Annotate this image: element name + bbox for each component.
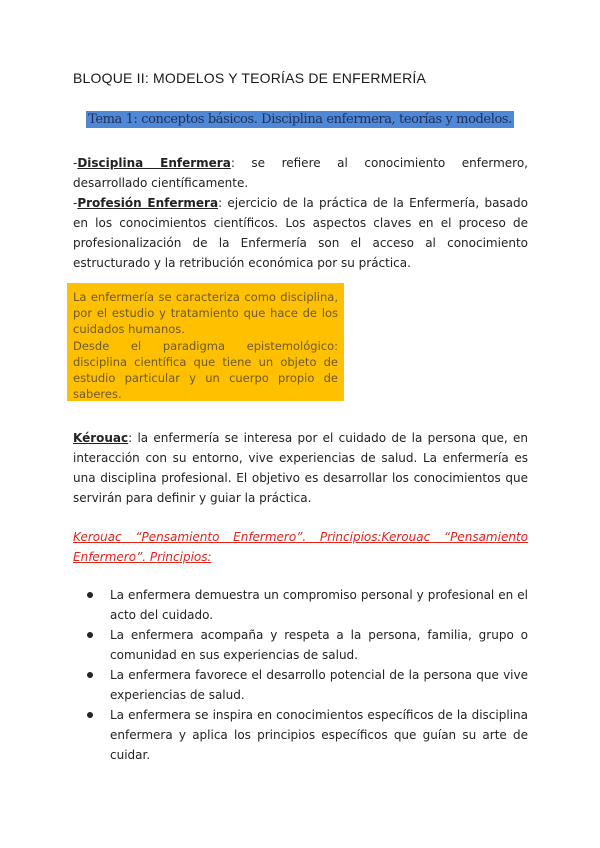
bullet-icon (87, 632, 93, 638)
kerouac-paragraph (73, 428, 528, 508)
definition-profesion (73, 193, 528, 273)
definition-prefix: - (73, 156, 78, 170)
definition-term: Profesión Enfermera (77, 196, 219, 210)
topic-title-wrap (0, 110, 600, 128)
list-item (73, 625, 528, 665)
definition-disciplina (73, 153, 528, 193)
list-item (73, 585, 528, 625)
definition-prefix: - (73, 196, 78, 210)
list-item-text: La enfermera favorece el desarrollo potencial de la persona que vive experiencias de salud. (110, 668, 528, 702)
bullet-icon (87, 592, 93, 598)
definition-text: : ejercicio de la práctica de la Enfermería, basado en los conocimientos científicos. Los aspectos claves en el proceso de profesionalización de la Enfermería son el acceso al conocimiento estructurado y la retribución económica por su práctica. (73, 196, 528, 270)
definition-term: Disciplina Enfermera (77, 156, 231, 170)
page-title: BLOQUE II: MODELOS Y TEORÍAS DE ENFERMERÍA (73, 70, 427, 86)
bullet-icon (87, 672, 93, 678)
list-item-text: La enfermera demuestra un compromiso personal y profesional en el acto del cuidado. (110, 588, 528, 622)
kerouac-term: Kérouac (73, 431, 129, 445)
kerouac-text: : la enfermería se interesa por el cuidado de la persona que, en interacción con su entorno, vive experiencias de salud. La enfermería es una disciplina profesional. El objetivo es desarrollar los conocimientos que servirán para definir y guiar la práctica. (73, 431, 528, 505)
topic-title: Tema 1: conceptos básicos. Disciplina enfermera, teorías y modelos. (88, 112, 512, 127)
principles-heading: Kerouac “Pensamiento Enfermero”. Principios:Kerouac “Pensamiento Enfermero”. Principios: (73, 530, 528, 564)
highlight-box (67, 283, 344, 401)
definition-text: : se refiere al conocimiento enfermero, desarrollado científicamente. (73, 156, 528, 190)
list-item-text: La enfermera se inspira en conocimientos específicos de la disciplina enfermera y aplica los principios específicos que guían su arte de cuidar. (110, 708, 528, 762)
highlight-line-1: La enfermería se caracteriza como disciplina, por el estudio y tratamiento que hace de los cuidados humanos. (73, 290, 338, 337)
list-item-text: La enfermera acompaña y respeta a la persona, familia, grupo o comunidad en sus experiencias de salud. (110, 628, 528, 662)
list-item (73, 705, 528, 765)
list-item (73, 665, 528, 705)
highlight-line-2: Desde el paradigma epistemológico: disciplina científica que tiene un objeto de estudio particular y un cuerpo propio de saberes. (73, 338, 338, 402)
principles-list (73, 585, 528, 765)
bullet-icon (87, 712, 93, 718)
